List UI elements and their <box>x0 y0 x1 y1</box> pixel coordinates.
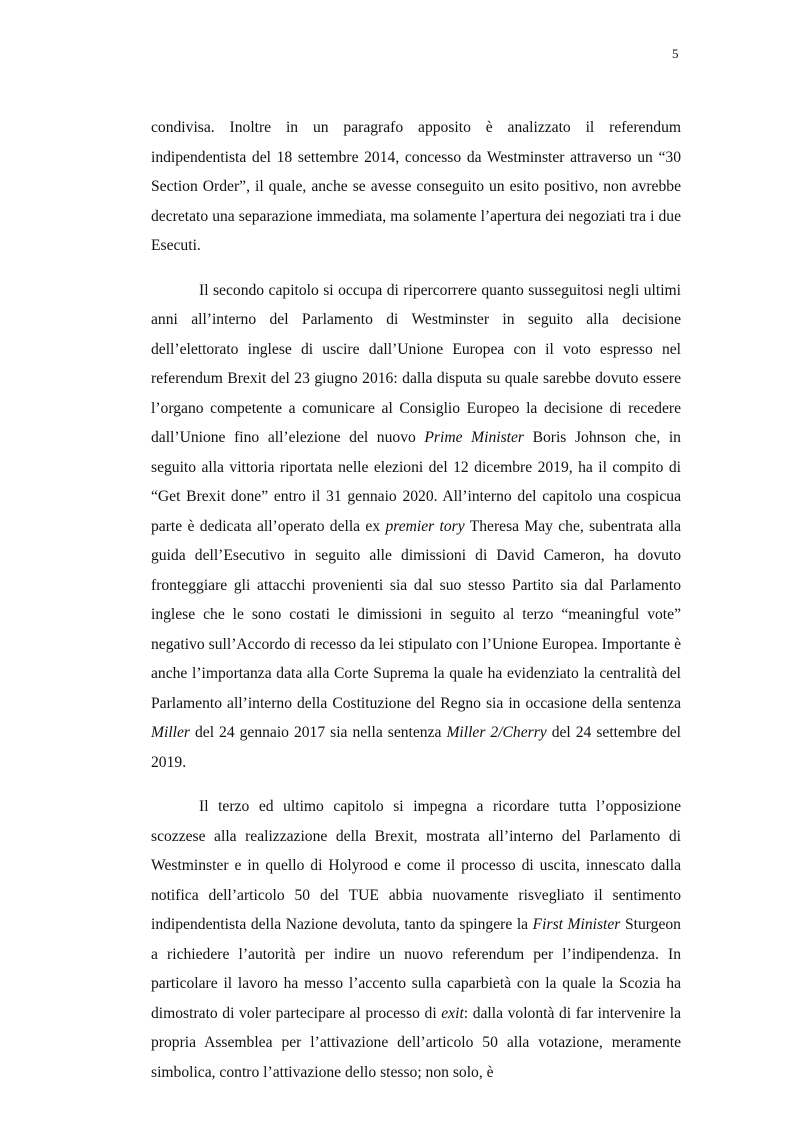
page-number: 5 <box>672 46 679 61</box>
text-run: : dalla volontà di far intervenire la propria Assemblea per l’attivazione dell’articolo 50 alla votazione, meramente simbolica, contro l’attivazione dello stesso; non solo, è <box>151 1004 682 1081</box>
italic-text: premier tory <box>385 517 465 535</box>
italic-text: exit <box>441 1004 464 1022</box>
text-run: Il secondo capitolo si occupa di ripercorrere quanto susseguitosi negli ultimi anni all’interno del Parlamento di Westminster in seguito alla decisione dell’elettorato inglese di uscire dall’Unione Europea con il voto espresso nel referendum Brexit del 23 giugno 2016: dalla disputa su quale sarebbe dovuto essere l’organo competente a comunicare al Consiglio Europeo la decisione di recedere dall’Unione fino all’elezione del nuovo <box>151 281 681 446</box>
paragraph <box>151 113 681 261</box>
italic-text: First Minister <box>532 916 621 933</box>
italic-text: Miller <box>151 724 190 741</box>
italic-text: Miller 2/Cherry <box>446 724 547 741</box>
text-run: Sturgeon a richiedere l’autorità per indire un nuovo referendum per l’indipendenza. In particolare il lavoro ha messo l’accento sulla caparbietà con la quale la Scozia ha dimostrato di voler partecipare al processo di <box>151 916 681 1022</box>
paragraph <box>151 276 681 778</box>
text-run: Il terzo ed ultimo capitolo si impegna a ricordare tutta l’opposizione scozzese alla realizzazione della Brexit, mostrata all’interno del Parlamento di Westminster e in quello di Holyrood e come il processo di uscita, innescato dalla notifica dell’articolo 50 del TUE abbia nuovamente risvegliato il sentimento indipendentista della Nazione devoluta, tanto da spingere la <box>151 798 681 933</box>
text-run: Boris Johnson che, in seguito alla vittoria riportata nelle elezioni del 12 dicembre 2019, ha il compito di “Get Brexit done” entro il 31 gennaio 2020. All’interno del capitolo una cospicua parte è dedicata all’operato della ex <box>151 429 681 535</box>
text-run: Theresa May che, subentrata alla guida dell’Esecutivo in seguito alle dimissioni di David Cameron, ha dovuto fronteggiare gli attacchi provenienti sia dal suo stesso Partito sia dal Parlamento inglese che le sono costati le dimissioni in seguito al terzo “meaningful vote” negativo sull’Accordo di recesso da lei stipulato con l’Unione Europea. Importante è anche l’importanza data alla Corte Suprema la quale ha evidenziato la centralità del Parlamento all’interno della Costituzione del Regno sia in occasione della sentenza <box>151 517 682 712</box>
text-run: condivisa. Inoltre in un paragrafo apposito è analizzato il referendum indipendentista del 18 settembre 2014, concesso da Westminster attraverso un “30 Section Order”, il quale, anche se avesse conseguito un esito positivo, non avrebbe decretato una separazione immediata, ma solamente l’apertura dei negoziati tra i due Esecuti. <box>151 119 681 254</box>
document-body <box>151 113 681 1087</box>
paragraph <box>151 792 681 1087</box>
text-run: del 24 settembre del 2019. <box>151 724 681 771</box>
italic-text: Prime Minister <box>424 429 524 446</box>
text-run: del 24 gennaio 2017 sia nella sentenza <box>189 724 447 741</box>
